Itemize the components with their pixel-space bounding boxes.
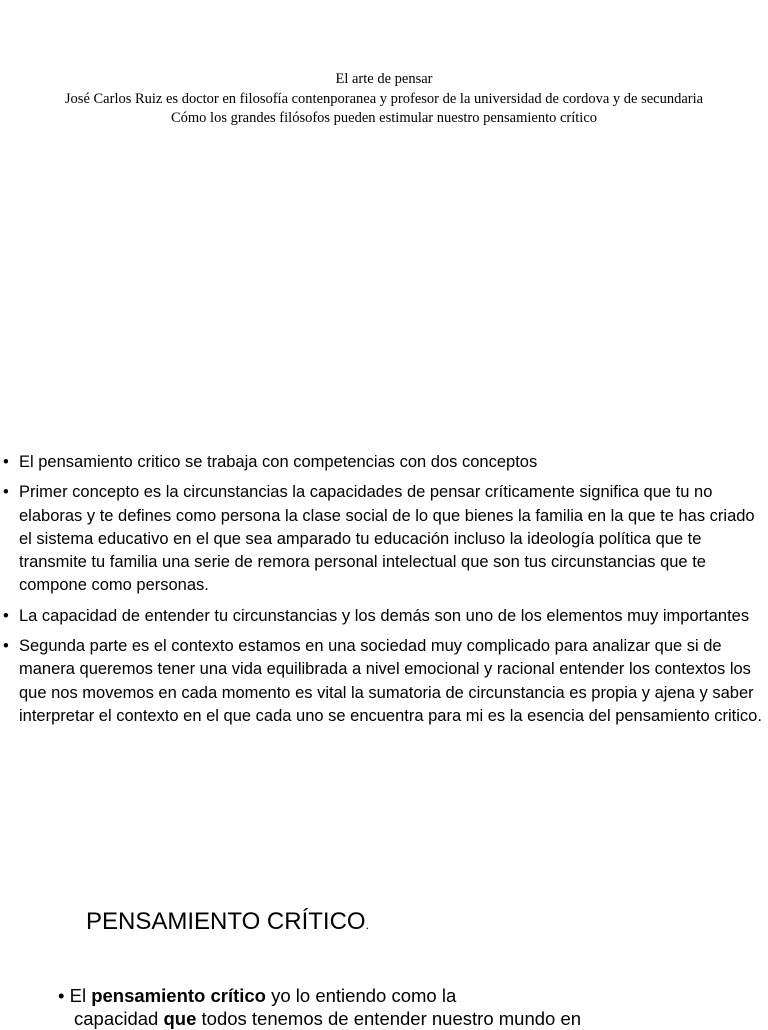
section-bullet	[58, 984, 758, 1030]
document-subtitle: Cómo los grandes filósofos pueden estimular nuestro pensamiento crítico	[170, 110, 598, 126]
list-item-text: Segunda parte es el contexto estamos en una sociedad muy complicado para analizar que si de manera queremos tener una vida equilibrada a nivel emocional y racional entender los contextos los que nos movemos en cada momento es vital la sumatoria de circunstancia es propia y ajena y saber interpretar el contexto en el que cada uno se encuentra para mi es la esencia del pensamiento critico.	[19, 637, 762, 725]
list-item-text: El pensamiento critico se trabaja con competencias con dos conceptos	[19, 453, 538, 471]
section-bullet-line-2	[58, 1007, 758, 1030]
bullet-icon: •	[3, 483, 9, 502]
bullet-icon: •	[3, 637, 9, 656]
list-item-text: La capacidad de entender tu circunstancias y los demás son uno de los elementos muy importantes	[19, 606, 750, 625]
list-item	[0, 451, 768, 474]
document-header	[0, 70, 768, 129]
bullet-list	[0, 451, 768, 735]
section-bullet-bold-term: pensamiento crítico	[91, 985, 266, 1006]
bullet-icon: •	[3, 453, 9, 471]
list-item	[0, 635, 768, 728]
author-line: José Carlos Ruiz es doctor en filosofía contenporanea y profesor de la universidad de cordova y de secundaria	[64, 90, 704, 107]
section-bullet-line-1	[58, 984, 758, 1007]
section-bullet-bold-word: que	[163, 1008, 197, 1029]
section-title	[86, 906, 369, 941]
section-bullet-prefix: El	[69, 985, 92, 1006]
section-bullet-line2-start: capacidad	[74, 1008, 164, 1029]
list-item	[0, 481, 768, 597]
bullet-icon: •	[58, 985, 65, 1006]
list-item-text: Primer concepto es la circunstancias la capacidades de pensar críticamente significa que tu no elaboras y te defines como persona la clase social de lo que bienes la familia en la que te has criado el sistema educativo en el que sea amparado tu educación incluso la ideología política que te transmite tu familia una serie de remora personal intelectual que son tus circunstancias que te compone como personas.	[19, 483, 755, 595]
list-item	[0, 605, 768, 628]
section-bullet-mid: yo lo entiendo como la	[265, 985, 457, 1006]
section-title-text: PENSAMIENTO CRÍTICO	[86, 908, 366, 935]
section-bullet-line2-end: todos tenemos de entender nuestro mundo en	[196, 1008, 582, 1029]
bullet-icon: •	[3, 606, 9, 625]
section-title-suffix: .	[365, 918, 369, 932]
document-title: El arte de pensar	[335, 71, 433, 87]
